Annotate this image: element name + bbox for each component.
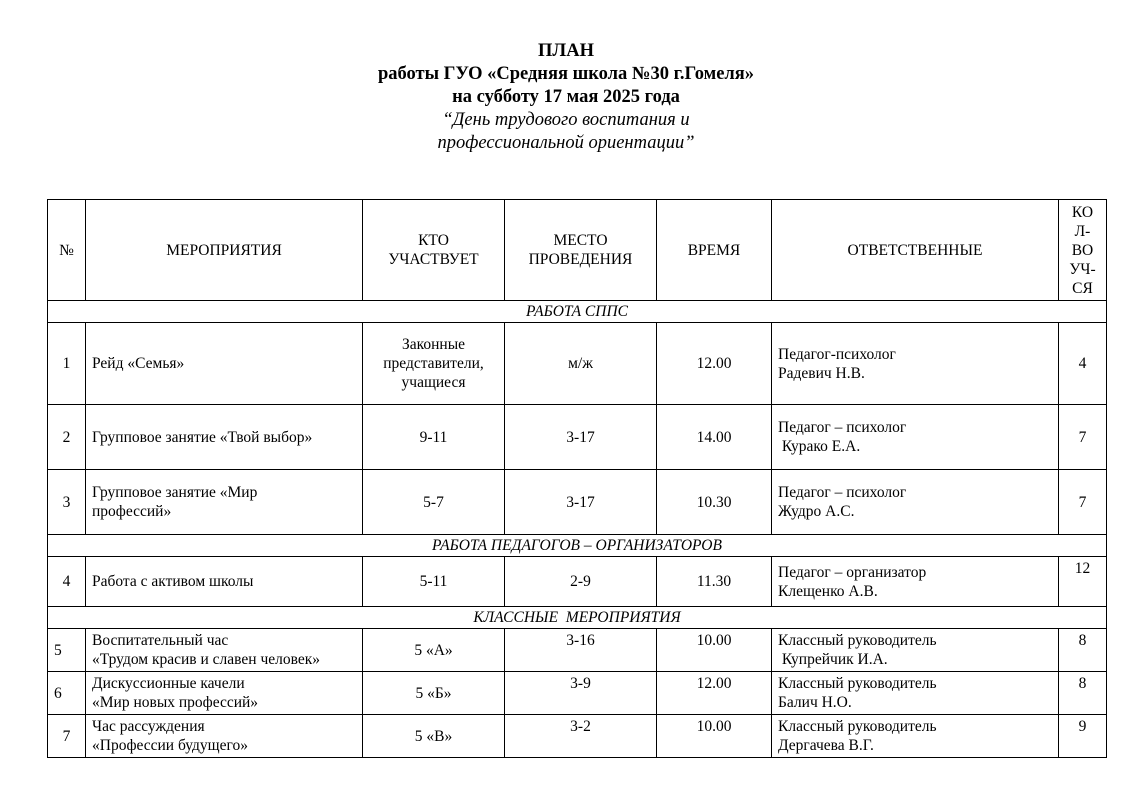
row-time: 14.00 bbox=[657, 405, 772, 470]
doc-theme-line-2: профессиональной ориентации” bbox=[437, 133, 695, 153]
row-time: 12.00 bbox=[657, 672, 772, 715]
table-row bbox=[48, 715, 1107, 758]
event-line-2: профессий» bbox=[92, 503, 172, 520]
section-row bbox=[48, 301, 1107, 323]
header-events: МЕРОПРИЯТИЯ bbox=[86, 200, 363, 301]
row-num: 2 bbox=[48, 405, 86, 470]
row-participants: 5-11 bbox=[363, 557, 505, 607]
doc-title: ПЛАН bbox=[538, 41, 594, 61]
row-participants: 9-11 bbox=[363, 405, 505, 470]
responsible-role: Педагог – психолог bbox=[778, 419, 907, 436]
header-place-line-1: МЕСТО bbox=[553, 232, 608, 249]
table-row bbox=[48, 405, 1107, 470]
section-title: РАБОТА ПЕДАГОГОВ – ОРГАНИЗАТОРОВ bbox=[48, 535, 1107, 557]
header-who-line-2: УЧАСТВУЕТ bbox=[388, 251, 479, 268]
header-responsible: ОТВЕТСТВЕННЫЕ bbox=[772, 200, 1059, 301]
row-event: Рейд «Семья» bbox=[86, 323, 363, 405]
row-event: Групповое занятие «Твой выбор» bbox=[86, 405, 363, 470]
row-num: 1 bbox=[48, 323, 86, 405]
event-line-1: Час рассуждения bbox=[92, 718, 205, 735]
row-responsible bbox=[772, 323, 1059, 405]
row-num: 7 bbox=[48, 715, 86, 758]
responsible-person: Жудро А.С. bbox=[778, 503, 855, 520]
row-count: 8 bbox=[1059, 672, 1107, 715]
header-count-line-1: КО bbox=[1071, 203, 1094, 221]
responsible-person: Курако Е.А. bbox=[778, 438, 861, 455]
table-header-row bbox=[48, 200, 1107, 301]
table-row bbox=[48, 557, 1107, 607]
table-row bbox=[48, 323, 1107, 405]
responsible-person: Клещенко А.В. bbox=[778, 582, 878, 600]
header-count-line-2: Л- bbox=[1074, 222, 1091, 240]
row-place: 2-9 bbox=[505, 557, 657, 607]
row-responsible bbox=[772, 715, 1059, 758]
row-num: 3 bbox=[48, 470, 86, 535]
event-line-2: «Мир новых профессий» bbox=[92, 694, 259, 711]
header-count-line-3: ВО bbox=[1071, 241, 1094, 259]
table-row bbox=[48, 470, 1107, 535]
row-count: 12 bbox=[1059, 557, 1107, 607]
section-row bbox=[48, 535, 1107, 557]
row-event: Работа с активом школы bbox=[86, 557, 363, 607]
row-time: 10.00 bbox=[657, 629, 772, 672]
row-count: 4 bbox=[1059, 323, 1107, 405]
row-count: 7 bbox=[1059, 405, 1107, 470]
table-row bbox=[48, 672, 1107, 715]
row-time: 10.30 bbox=[657, 470, 772, 535]
section-row bbox=[48, 607, 1107, 629]
row-responsible bbox=[772, 405, 1059, 470]
row-num: 6 bbox=[48, 672, 86, 715]
document-header bbox=[0, 40, 1132, 155]
header-place bbox=[505, 200, 657, 301]
row-event bbox=[86, 672, 363, 715]
responsible-role: Классный руководитель bbox=[778, 675, 937, 692]
header-place-line-2: ПРОВЕДЕНИЯ bbox=[528, 251, 633, 268]
row-count: 9 bbox=[1059, 715, 1107, 758]
responsible-person: Радевич Н.В. bbox=[778, 364, 865, 382]
row-responsible bbox=[772, 672, 1059, 715]
doc-theme-line-1: “День трудового воспитания и bbox=[442, 110, 690, 130]
header-time: ВРЕМЯ bbox=[657, 200, 772, 301]
participants-line-3: учащиеся bbox=[401, 374, 466, 391]
row-time: 10.00 bbox=[657, 715, 772, 758]
event-line-2: «Профессии будущего» bbox=[92, 737, 248, 754]
row-responsible bbox=[772, 470, 1059, 535]
section-title: РАБОТА СППС bbox=[48, 301, 1107, 323]
responsible-role: Классный руководитель bbox=[778, 718, 937, 735]
responsible-role: Классный руководитель bbox=[778, 632, 937, 649]
event-line-1: Групповое занятие «Мир bbox=[92, 484, 258, 501]
section-title: КЛАССНЫЕ МЕРОПРИЯТИЯ bbox=[48, 607, 1107, 629]
header-count bbox=[1059, 200, 1107, 301]
row-time: 11.30 bbox=[657, 557, 772, 607]
row-time: 12.00 bbox=[657, 323, 772, 405]
row-participants: 5 «В» bbox=[363, 715, 505, 758]
header-who-line-1: КТО bbox=[418, 232, 449, 249]
row-event bbox=[86, 470, 363, 535]
row-participants: 5 «А» bbox=[363, 629, 505, 672]
row-num: 4 bbox=[48, 557, 86, 607]
row-participants: 5 «Б» bbox=[363, 672, 505, 715]
responsible-person: Балич Н.О. bbox=[778, 694, 852, 711]
row-participants: 5-7 bbox=[363, 470, 505, 535]
event-line-1: Дискуссионные качели bbox=[92, 675, 245, 692]
participants-line-2: представители, bbox=[383, 355, 484, 372]
row-place: м/ж bbox=[505, 323, 657, 405]
row-responsible bbox=[772, 557, 1059, 607]
row-num: 5 bbox=[48, 629, 86, 672]
row-responsible bbox=[772, 629, 1059, 672]
table-row bbox=[48, 629, 1107, 672]
row-event bbox=[86, 629, 363, 672]
row-count: 7 bbox=[1059, 470, 1107, 535]
plan-table bbox=[47, 199, 1107, 758]
row-place: 3-17 bbox=[505, 405, 657, 470]
doc-subtitle-school: работы ГУО «Средняя школа №30 г.Гомеля» bbox=[377, 64, 755, 84]
row-participants bbox=[363, 323, 505, 405]
row-event bbox=[86, 715, 363, 758]
responsible-role: Педагог – организатор bbox=[778, 563, 927, 581]
doc-subtitle-date: на субботу 17 мая 2025 года bbox=[452, 87, 680, 107]
header-num: № bbox=[48, 200, 86, 301]
responsible-role: Педагог – психолог bbox=[778, 484, 907, 501]
participants-line-1: Законные bbox=[401, 336, 466, 353]
row-place: 3-9 bbox=[505, 672, 657, 715]
row-count: 8 bbox=[1059, 629, 1107, 672]
row-place: 3-17 bbox=[505, 470, 657, 535]
row-place: 3-2 bbox=[505, 715, 657, 758]
event-line-2: «Трудом красив и славен человек» bbox=[92, 651, 320, 668]
header-count-line-5: СЯ bbox=[1072, 279, 1093, 297]
responsible-person: Купрейчик И.А. bbox=[778, 651, 888, 668]
row-place: 3-16 bbox=[505, 629, 657, 672]
header-who bbox=[363, 200, 505, 301]
responsible-person: Дергачева В.Г. bbox=[778, 737, 874, 754]
event-line-1: Воспитательный час bbox=[92, 632, 229, 649]
responsible-role: Педагог-психолог bbox=[778, 345, 896, 363]
header-count-line-4: УЧ- bbox=[1069, 260, 1096, 278]
